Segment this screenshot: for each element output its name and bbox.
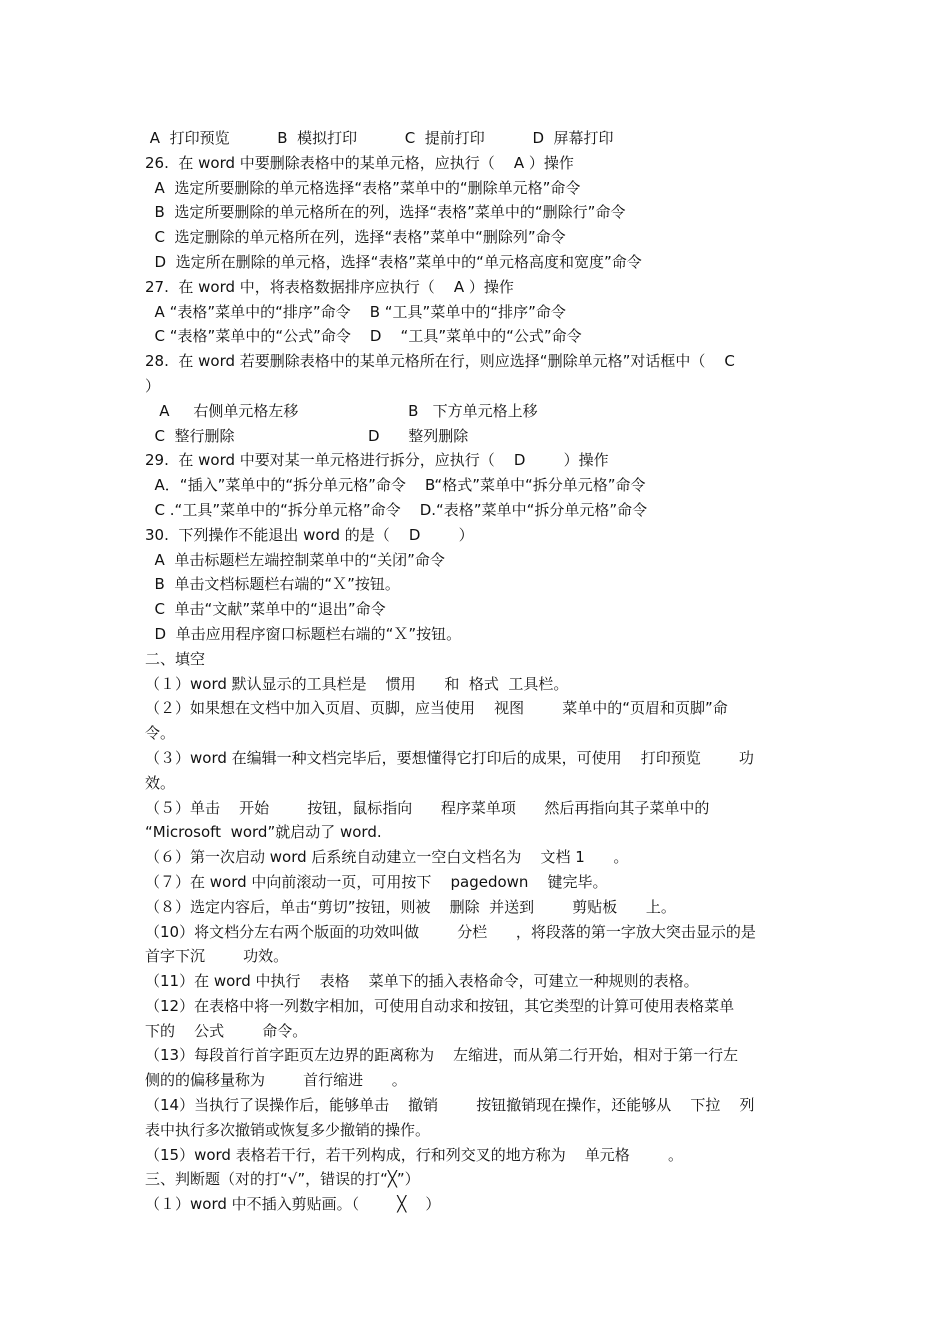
text-line: A 右侧单元格左移 B 下方单元格上移 (145, 401, 538, 420)
text-line: 效。 (145, 773, 176, 792)
text-line: （14）当执行了误操作后，能够单击 撤销 按钮撤销现在操作，还能够从 下拉 列 (145, 1096, 755, 1115)
text-line: （２）如果想在文档中加入页眉、页脚，应当使用 视图 菜单中的“页眉和页脚”命 (145, 699, 728, 718)
text-line: A 单击标题栏左端控制菜单中的“关闭”命令 (145, 550, 445, 569)
text-line: C 单击“文献”菜单中的“退出”命令 (145, 600, 386, 619)
text-line: （15）word 表格若干行，若干列构成，行和列交叉的地方称为 单元格 。 (145, 1145, 683, 1164)
text-line: 26. 在 word 中要删除表格中的某单元格，应执行（ A ）操作 (145, 153, 574, 172)
text-line: （８）选定内容后，单击“剪切”按钮，则被 删除 并送到 剪贴板 上。 (145, 897, 676, 916)
text-line: 令。 (145, 724, 176, 743)
text-line: （６）第一次启动 word 后系统自动建立一空白文档名为 文档 1 。 (145, 848, 629, 867)
text-line: ） (145, 376, 161, 395)
document-body (145, 126, 810, 1217)
text-line: A 打印预览 B 模拟打印 C 提前打印 D 屏幕打印 (145, 129, 614, 147)
text-line: （１）word 中不插入剪贴画。（ ╳ ） (145, 1195, 441, 1214)
text-line: “Microsoft word”就启动了 word. (145, 823, 382, 842)
text-line: A “表格”菜单中的“排序”命令 B “工具”菜单中的“排序”命令 (145, 302, 566, 321)
text-line: （10）将文档分左右两个版面的功效叫做 分栏 ，将段落的第一字放大突击显示的是 (145, 922, 756, 941)
text-line: （７）在 word 中向前滚动一页，可用按下 pagedown 键完毕。 (145, 872, 608, 891)
text-line: 28. 在 word 若要删除表格中的某单元格所在行，则应选择“删除单元格”对话框中（ C (145, 352, 735, 371)
text-line: B 单击文档标题栏右端的“Ｘ”按钮。 (145, 575, 400, 594)
text-line: 表中执行多次撤销或恢复多少撤销的操作。 (145, 1120, 431, 1139)
text-line: （12）在表格中将一列数字相加，可使用自动求和按钮，其它类型的计算可使用表格菜单 (145, 996, 735, 1015)
section-heading: 三、判断题（对的打“√”，错误的打“╳”） (145, 1170, 420, 1189)
text-line: D 单击应用程序窗口标题栏右端的“Ｘ”按钮。 (145, 624, 462, 643)
text-line: D 选定所在删除的单元格，选择“表格”菜单中的“单元格高度和宽度”命令 (145, 252, 642, 271)
text-line: A 选定所要删除的单元格选择“表格”菜单中的“删除单元格”命令 (145, 178, 581, 197)
text-line: （13）每段首行首字距页左边界的距离称为 左缩进，而从第二行开始，相对于第一行左 (145, 1046, 739, 1065)
text-line: C “表格”菜单中的“公式”命令 D “工具”菜单中的“公式”命令 (145, 327, 582, 346)
text-line: （１）word 默认显示的工具栏是 惯用 和 格式 工具栏。 (145, 674, 569, 693)
text-line: C 整行删除 D 整列删除 (145, 426, 469, 445)
text-line: （３）word 在编辑一种文档完毕后，要想懂得它打印后的成果，可使用 打印预览 功 (145, 748, 754, 767)
text-line: （５）单击 开始 按钮，鼠标指向 程序菜单项 然后再指向其子菜单中的 (145, 798, 710, 817)
section-heading: 二、填空 (145, 649, 206, 668)
text-line: C .“工具”菜单中的“拆分单元格”命令 D.“表格”菜单中“拆分单元格”命令 (145, 500, 648, 519)
text-line: 30. 下列操作不能退出 word 的是（ D ） (145, 525, 474, 544)
text-line: （11）在 word 中执行 表格 菜单下的插入表格命令，可建立一种规则的表格。 (145, 972, 699, 991)
text-line: 29. 在 word 中要对某一单元格进行拆分，应执行（ D ）操作 (145, 451, 609, 470)
text-line: A．“插入”菜单中的“拆分单元格”命令 B“格式”菜单中“拆分单元格”命令 (145, 476, 646, 495)
text-line: 下的 公式 命令。 (145, 1021, 308, 1040)
text-line: B 选定所要删除的单元格所在的列，选择“表格”菜单中的“删除行”命令 (145, 203, 626, 222)
text-line: 27. 在 word 中，将表格数据排序应执行（ A ）操作 (145, 277, 514, 296)
text-line: C 选定删除的单元格所在列，选择“表格”菜单中“删除列”命令 (145, 228, 566, 247)
text-line: 侧的的偏移量称为 首行缩进 。 (145, 1071, 407, 1090)
text-line: 首字下沉 功效。 (145, 947, 289, 966)
